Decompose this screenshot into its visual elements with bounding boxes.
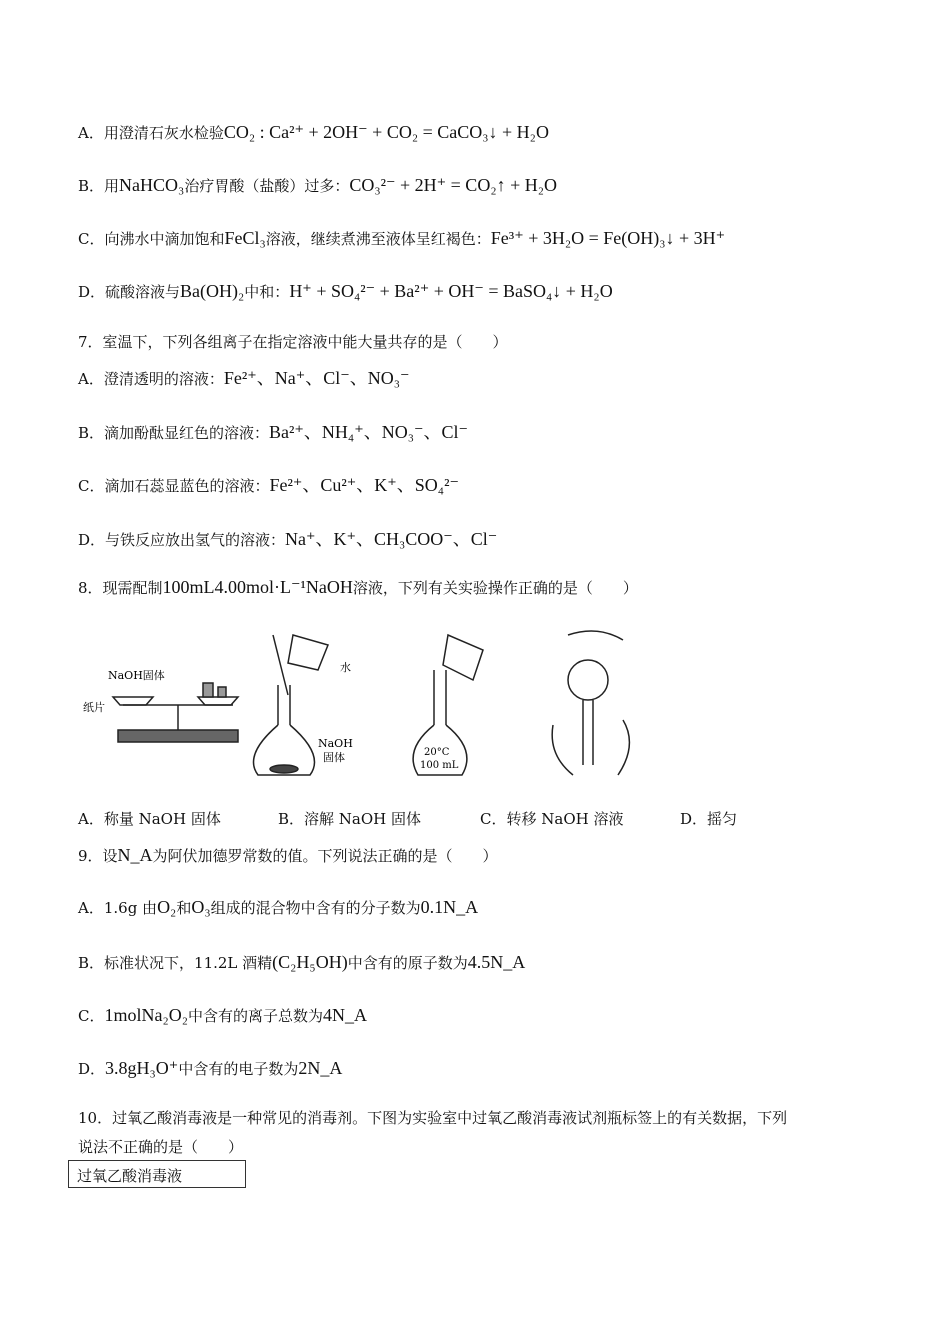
- q6-option-a: A．用澄清石灰水检验CO₂ : Ca²⁺ + 2OH⁻ + CO₂ = CaCO₃↓ + H₂O: [78, 122, 549, 142]
- q7-option-d: D．与铁反应放出氢气的溶液：Na⁺、K⁺、CH₃COO⁻、Cl⁻: [78, 529, 498, 549]
- figure-caption-c: C．转移 NaOH 溶液: [480, 810, 624, 828]
- q7-stem: 7．室温下，下列各组离子在指定溶液中能大量共存的是（ ）: [78, 333, 508, 351]
- q9-option-b: B．标准状况下，11.2L 酒精(C₂H₅OH)中含有的原子数为4.5N_A: [78, 952, 526, 972]
- label-box: 过氧乙酸消毒液: [68, 1160, 246, 1188]
- q6-option-b: B．用NaHCO₃治疗胃酸（盐酸）过多：CO₃²⁻ + 2H⁺ = CO₂↑ + H₂O: [78, 175, 558, 195]
- q9-option-a: A．1.6g 由O₂和O₃组成的混合物中含有的分子数为0.1N_A: [78, 897, 479, 917]
- lab-apparatus-figure: [78, 625, 678, 790]
- q7-option-c: C．滴加石蕊显蓝色的溶液：Fe²⁺、Cu²⁺、K⁺、SO₄²⁻: [78, 475, 459, 495]
- figure-caption-b: B．溶解 NaOH 固体: [278, 810, 422, 828]
- q8-stem: 8．现需配制100mL4.00mol·L⁻¹NaOH溶液，下列有关实验操作正确的是（ ）: [78, 577, 638, 597]
- q9-stem: 9．设N_A为阿伏加德罗常数的值。下列说法正确的是（ ）: [78, 845, 498, 865]
- q6-option-d: D．硫酸溶液与Ba(OH)₂中和：H⁺ + SO₄²⁻ + Ba²⁺ + OH⁻ = BaSO₄↓ + H₂O: [78, 281, 613, 301]
- figure-caption-a: A．称量 NaOH 固体: [78, 810, 221, 828]
- q9-option-d: D．3.8gH₃O⁺中含有的电子数为2N_A: [78, 1058, 343, 1078]
- shake-drawing: [552, 631, 629, 775]
- naoh-label: NaOH: [318, 737, 353, 750]
- dissolve-drawing: [254, 635, 329, 775]
- water-label: 水: [340, 661, 351, 674]
- naoh-solid-label: NaOH固体: [108, 669, 165, 682]
- q7-option-b: B．滴加酚酞显红色的溶液：Ba²⁺、NH₄⁺、NO₃⁻、Cl⁻: [78, 422, 468, 442]
- flask-temp-label: 20°C: [424, 747, 450, 758]
- balance-drawing: [113, 683, 238, 742]
- q6-option-c: C．向沸水中滴加饱和FeCl₃溶液，继续煮沸至液体呈红褐色：Fe³⁺ + 3H₂O = Fe(OH)₃↓ + 3H⁺: [78, 228, 726, 248]
- solid-label: 固体: [323, 751, 345, 764]
- flask-volume-label: 100 mL: [420, 760, 459, 771]
- figure-caption-d: D．摇匀: [680, 810, 738, 828]
- q10-stem-line1: 10．过氧乙酸消毒液是一种常见的消毒剂。下图为实验室中过氧乙酸消毒液试剂瓶标签上的有关数据，下列: [78, 1109, 788, 1127]
- q10-stem-line2: 说法不正确的是（ ）: [78, 1138, 244, 1156]
- q7-option-a: A．澄清透明的溶液：Fe²⁺、Na⁺、Cl⁻、NO₃⁻: [78, 368, 410, 388]
- paper-label: 纸片: [83, 701, 105, 714]
- q9-option-c: C．1molNa₂O₂中含有的离子总数为4N_A: [78, 1005, 368, 1025]
